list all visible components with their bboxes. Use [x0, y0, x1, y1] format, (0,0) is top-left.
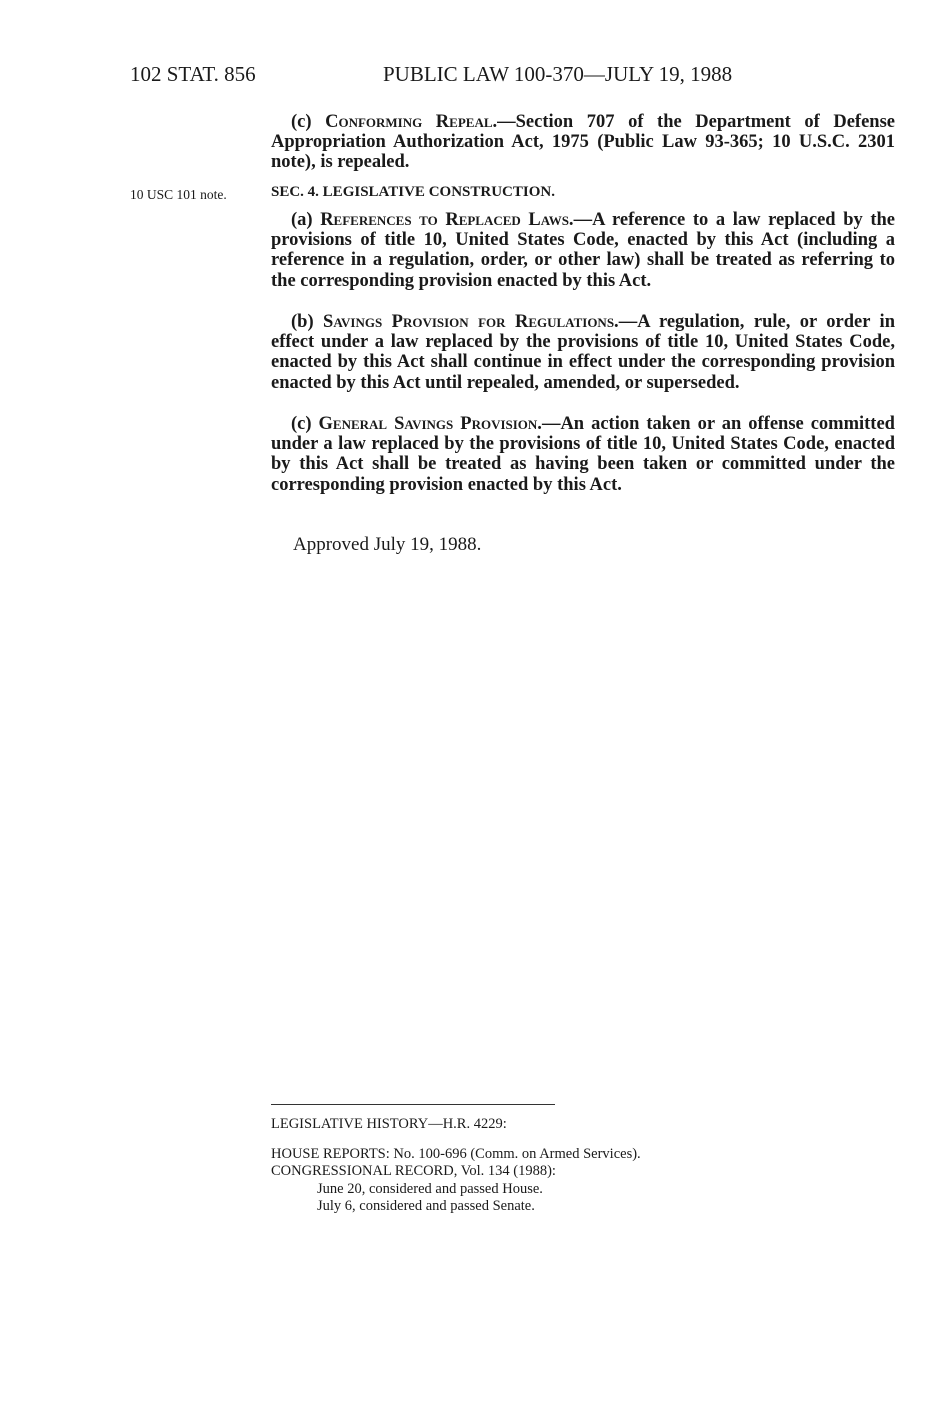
- paragraph-heading: References to Replaced Laws.: [320, 210, 574, 230]
- savings-regulations-paragraph: [271, 312, 895, 393]
- page-header: [130, 62, 830, 90]
- paragraph-text: —An action taken or an offense committed under a law replaced by the provisions of title 10, United States Code, enacted by this Act shall be treated as having been taken or committed under the corresponding provision enacted by this Act.: [271, 414, 895, 495]
- references-paragraph: [271, 210, 895, 291]
- paragraph-label: (a): [291, 210, 321, 230]
- paragraph-text: —A regulation, rule, or order in effect under a law replaced by the provisions of title 10, United States Code, enacted by this Act shall continue in effect under the corresponding provision enacted by this Act until repealed, amended, or superseded.: [271, 312, 895, 393]
- paragraph-text: —A reference to a law replaced by the provisions of title 10, United States Code, enacted by this Act (including a reference in a regulation, order, or other law) shall be treated as referring to the corresponding provision enacted by this Act.: [271, 210, 896, 291]
- paragraph-label: (b): [291, 312, 324, 332]
- paragraph-label: (c): [291, 414, 319, 434]
- house-reports: HOUSE REPORTS: No. 100-696 (Comm. on Armed Services).: [271, 1146, 641, 1162]
- paragraph-text: —Section 707 of the Department of Defense Appropriation Authorization Act, 1975 (Public Law 93-365; 10 U.S.C. 2301 note), is repealed.: [271, 112, 895, 173]
- section-heading: SEC. 4. LEGISLATIVE CONSTRUCTION.: [271, 184, 555, 200]
- paragraph-heading: General Savings Provision.: [318, 414, 542, 434]
- house-action: June 20, considered and passed House.: [317, 1181, 543, 1197]
- general-savings-paragraph: [271, 414, 895, 495]
- stat-citation: 102 STAT. 856: [130, 62, 256, 86]
- congressional-record: CONGRESSIONAL RECORD, Vol. 134 (1988):: [271, 1163, 556, 1179]
- senate-action: July 6, considered and passed Senate.: [317, 1198, 535, 1214]
- footnote-divider: [271, 1104, 555, 1105]
- margin-note: 10 USC 101 note.: [130, 187, 227, 202]
- approval-date: Approved July 19, 1988.: [293, 534, 482, 555]
- public-law-title: PUBLIC LAW 100-370—JULY 19, 1988: [383, 62, 733, 86]
- paragraph-heading: Conforming Repeal.: [325, 112, 498, 132]
- conforming-repeal-paragraph: [271, 112, 895, 173]
- paragraph-heading: Savings Provision for Regulations.: [323, 312, 619, 332]
- legislative-history-title: LEGISLATIVE HISTORY—H.R. 4229:: [271, 1116, 507, 1132]
- paragraph-label: (c): [291, 112, 326, 132]
